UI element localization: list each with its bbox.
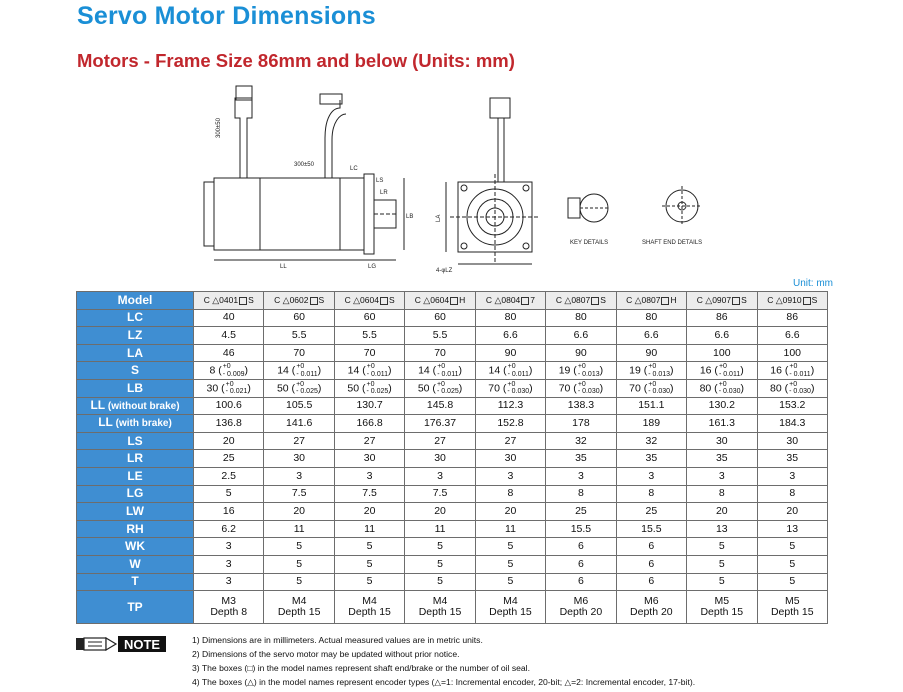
table-cell: 30 — [264, 450, 334, 468]
box-icon — [239, 297, 247, 305]
table-cell: 130.7 — [334, 397, 404, 415]
table-cell: 15.5 — [616, 520, 686, 538]
table-cell: 80 — [546, 309, 616, 327]
table-cell: 6 — [616, 538, 686, 556]
table-cell: 60 — [405, 309, 475, 327]
row-label: TP — [77, 591, 194, 624]
table-cell: M5 Depth 15 — [687, 591, 757, 624]
table-cell: 3 — [757, 467, 828, 485]
table-cell: 3 — [687, 467, 757, 485]
table-cell: 40 — [194, 309, 264, 327]
table-cell: 90 — [475, 344, 545, 362]
table-header-row — [77, 292, 828, 310]
table-cell: 5 — [475, 538, 545, 556]
table-row-wk — [77, 538, 828, 556]
table-cell: 16 (+0 - 0.011) — [687, 362, 757, 380]
table-cell: 30 (+0 - 0.021) — [194, 379, 264, 397]
table-cell: M4 Depth 15 — [264, 591, 334, 624]
table-cell: 27 — [405, 432, 475, 450]
table-cell: 8 — [616, 485, 686, 503]
model-col: C △0401 S — [194, 292, 264, 310]
table-cell: 70 — [264, 344, 334, 362]
motor-body — [214, 178, 364, 250]
table-cell: 50 (+0 - 0.025) — [264, 379, 334, 397]
dim-lz-label: 4-φLZ — [436, 268, 453, 274]
table-cell: M4 Depth 15 — [475, 591, 545, 624]
table-cell: 145.8 — [405, 397, 475, 415]
table-cell: 11 — [334, 520, 404, 538]
table-cell: 6.6 — [475, 327, 545, 345]
table-cell: 50 (+0 - 0.025) — [405, 379, 475, 397]
table-cell: 6.2 — [194, 520, 264, 538]
table-cell: M6 Depth 20 — [616, 591, 686, 624]
table-cell: M6 Depth 20 — [546, 591, 616, 624]
box-icon — [310, 297, 318, 305]
table-cell: 6 — [546, 573, 616, 591]
table-cell: 50 (+0 - 0.025) — [334, 379, 404, 397]
table-row-rh — [77, 520, 828, 538]
table-cell: 138.3 — [546, 397, 616, 415]
row-label: LL (without brake) — [77, 397, 194, 415]
table-cell: 70 (+0 - 0.030) — [616, 379, 686, 397]
table-cell: M5 Depth 15 — [757, 591, 828, 624]
table-cell: 5.5 — [264, 327, 334, 345]
cable-length-label-1: 300±50 — [216, 118, 222, 138]
table-cell: 6 — [616, 573, 686, 591]
table-cell: 30 — [687, 432, 757, 450]
table-cell: 5 — [757, 573, 828, 591]
triangle-icon: △ — [282, 294, 290, 305]
table-cell: 105.5 — [264, 397, 334, 415]
table-cell: 14 (+0 - 0.011) — [405, 362, 475, 380]
model-col: C △0804 7 — [475, 292, 545, 310]
row-label: WK — [77, 538, 194, 556]
table-cell: 3 — [546, 467, 616, 485]
table-cell: 6 — [546, 538, 616, 556]
table-cell: 27 — [264, 432, 334, 450]
table-cell: 100 — [757, 344, 828, 362]
table-cell: 80 (+0 - 0.030) — [687, 379, 757, 397]
table-cell: 30 — [405, 450, 475, 468]
table-cell: 3 — [264, 467, 334, 485]
table-cell: 7.5 — [334, 485, 404, 503]
table-row-w — [77, 555, 828, 573]
table-cell: 184.3 — [757, 415, 828, 433]
table-cell: 6.6 — [757, 327, 828, 345]
table-cell: 6.6 — [546, 327, 616, 345]
dim-lg-label: LG — [368, 264, 377, 270]
box-icon — [450, 297, 458, 305]
triangle-icon: △ — [212, 294, 220, 305]
table-cell: 6 — [546, 555, 616, 573]
row-label: T — [77, 573, 194, 591]
triangle-icon: △ — [564, 294, 572, 305]
table-cell: 3 — [334, 467, 404, 485]
table-row-la — [77, 344, 828, 362]
triangle-icon: △ — [494, 294, 502, 305]
note-line: 4) The boxes (△) in the model names represent encoder types (△=1: Incremental encoder, 20-bit; △=2: Incremental encoder, 17-bit). — [192, 677, 696, 687]
table-cell: 20 — [194, 432, 264, 450]
table-row-ll-b — [77, 415, 828, 433]
table-cell: 32 — [546, 432, 616, 450]
triangle-icon: △ — [353, 294, 361, 305]
table-cell: M3 Depth 8 — [194, 591, 264, 624]
box-icon — [521, 297, 529, 305]
table-cell: 14 (+0 - 0.011) — [334, 362, 404, 380]
table-cell: 5 — [475, 573, 545, 591]
table-cell: 35 — [616, 450, 686, 468]
table-cell: 86 — [687, 309, 757, 327]
table-row-lc — [77, 309, 828, 327]
table-cell: 16 (+0 - 0.011) — [757, 362, 828, 380]
table-cell: 5 — [405, 538, 475, 556]
table-cell: 25 — [546, 503, 616, 521]
row-label: W — [77, 555, 194, 573]
table-cell: 20 — [334, 503, 404, 521]
table-cell: 3 — [194, 555, 264, 573]
dim-lr-label: LR — [380, 190, 388, 196]
table-cell: 5 — [757, 538, 828, 556]
table-cell: 86 — [757, 309, 828, 327]
page-subtitle: Motors - Frame Size 86mm and below (Units: mm) — [77, 50, 515, 71]
table-cell: 25 — [194, 450, 264, 468]
table-cell: 20 — [687, 503, 757, 521]
table-row-ll-nb — [77, 397, 828, 415]
table-row-s — [77, 362, 828, 380]
table-cell: 5 — [475, 555, 545, 573]
table-cell: 7.5 — [405, 485, 475, 503]
table-cell: 80 — [616, 309, 686, 327]
table-cell: 90 — [546, 344, 616, 362]
model-col: C △0807 H — [616, 292, 686, 310]
table-cell: 11 — [264, 520, 334, 538]
table-row-lw — [77, 503, 828, 521]
table-cell: 5 — [687, 573, 757, 591]
table-cell: 35 — [687, 450, 757, 468]
dim-ls-label: LS — [376, 178, 384, 184]
dim-la-label: LA — [436, 214, 442, 222]
row-label: S — [77, 362, 194, 380]
triangle-icon: △ — [634, 294, 642, 305]
table-cell: 70 — [405, 344, 475, 362]
row-label: RH — [77, 520, 194, 538]
row-label: LR — [77, 450, 194, 468]
table-cell: 189 — [616, 415, 686, 433]
model-col: C △0602 S — [264, 292, 334, 310]
table-cell: 27 — [334, 432, 404, 450]
table-cell: 7.5 — [264, 485, 334, 503]
table-cell: 60 — [264, 309, 334, 327]
table-cell: 3 — [616, 467, 686, 485]
table-cell: 32 — [616, 432, 686, 450]
triangle-icon: △ — [705, 294, 713, 305]
note-line: 1) Dimensions are in millimeters. Actual measured values are in metric units. — [192, 635, 483, 645]
table-cell: 5 — [264, 573, 334, 591]
table-cell: 5.5 — [334, 327, 404, 345]
table-cell: 5 — [194, 485, 264, 503]
table-cell: 30 — [334, 450, 404, 468]
table-cell: 70 — [334, 344, 404, 362]
notes-list — [192, 633, 695, 689]
table-cell: 20 — [264, 503, 334, 521]
box-icon — [803, 297, 811, 305]
table-cell: 14 (+0 - 0.011) — [475, 362, 545, 380]
table-cell: 5 — [757, 555, 828, 573]
table-cell: 15.5 — [546, 520, 616, 538]
model-col: C △0604 H — [405, 292, 475, 310]
table-body — [77, 309, 828, 624]
table-cell: 100.6 — [194, 397, 264, 415]
table-cell: 152.8 — [475, 415, 545, 433]
table-cell: 6 — [616, 555, 686, 573]
table-cell: 5.5 — [405, 327, 475, 345]
dimension-table — [76, 291, 828, 624]
note-badge — [76, 634, 166, 654]
table-cell: 6.6 — [616, 327, 686, 345]
box-icon — [732, 297, 740, 305]
table-cell: 14 (+0 - 0.011) — [264, 362, 334, 380]
table-cell: 80 (+0 - 0.030) — [757, 379, 828, 397]
note-label: NOTE — [123, 637, 161, 652]
model-header: Model — [77, 292, 194, 310]
row-label: LW — [77, 503, 194, 521]
table-cell: 3 — [194, 538, 264, 556]
table-cell: 70 (+0 - 0.030) — [546, 379, 616, 397]
table-cell: 100 — [687, 344, 757, 362]
table-cell: 13 — [757, 520, 828, 538]
table-cell: 11 — [475, 520, 545, 538]
table-cell: 5 — [334, 573, 404, 591]
table-cell: 166.8 — [334, 415, 404, 433]
table-cell: 136.8 — [194, 415, 264, 433]
model-col: C △0907 S — [687, 292, 757, 310]
table-cell: 5 — [334, 555, 404, 573]
table-cell: 3 — [194, 573, 264, 591]
table-row-lb — [77, 379, 828, 397]
table-cell: 20 — [757, 503, 828, 521]
box-icon — [380, 297, 388, 305]
model-col: C △0910 S — [757, 292, 828, 310]
table-cell: 60 — [334, 309, 404, 327]
table-cell: 90 — [616, 344, 686, 362]
pencil-icon — [76, 638, 116, 650]
table-cell: M4 Depth 15 — [405, 591, 475, 624]
table-cell: 8 — [757, 485, 828, 503]
table-cell: 3 — [475, 467, 545, 485]
shaft-end-details-label: SHAFT END DETAILS — [642, 240, 703, 246]
box-icon — [661, 297, 669, 305]
row-label: LS — [77, 432, 194, 450]
table-cell: 5 — [405, 555, 475, 573]
table-cell: 27 — [475, 432, 545, 450]
table-row-lz — [77, 327, 828, 345]
table-cell: 20 — [405, 503, 475, 521]
table-cell: 5 — [264, 555, 334, 573]
table-cell: 6.6 — [687, 327, 757, 345]
table-cell: 19 (+0 - 0.013) — [616, 362, 686, 380]
note-line: 2) Dimensions of the servo motor may be updated without prior notice. — [192, 649, 460, 659]
dim-lb-label: LB — [406, 214, 414, 220]
table-cell: 8 — [475, 485, 545, 503]
table-row-ls — [77, 432, 828, 450]
motor-drawing — [200, 78, 760, 278]
row-label: LE — [77, 467, 194, 485]
triangle-icon: △ — [775, 294, 783, 305]
table-cell: 35 — [546, 450, 616, 468]
dim-lc-label: LC — [350, 166, 358, 172]
page-title: Servo Motor Dimensions — [77, 2, 376, 30]
table-row-lg — [77, 485, 828, 503]
row-label: LB — [77, 379, 194, 397]
table-cell: 16 — [194, 503, 264, 521]
table-row-lr — [77, 450, 828, 468]
triangle-icon: △ — [423, 294, 431, 305]
key-details-label: KEY DETAILS — [570, 240, 609, 246]
table-cell: 5 — [334, 538, 404, 556]
table-cell: 46 — [194, 344, 264, 362]
table-cell: M4 Depth 15 — [334, 591, 404, 624]
table-cell: 30 — [475, 450, 545, 468]
table-cell: 80 — [475, 309, 545, 327]
table-cell: 176.37 — [405, 415, 475, 433]
row-label: LC — [77, 309, 194, 327]
table-cell: 112.3 — [475, 397, 545, 415]
table-cell: 35 — [757, 450, 828, 468]
table-cell: 70 (+0 - 0.030) — [475, 379, 545, 397]
table-cell: 5 — [687, 538, 757, 556]
table-cell: 20 — [475, 503, 545, 521]
note-line: 3) The boxes (□) in the model names represent shaft end/brake or the number of oil seal. — [192, 663, 530, 673]
table-row-t — [77, 573, 828, 591]
table-cell: 8 — [546, 485, 616, 503]
table-cell: 3 — [405, 467, 475, 485]
table-row-le — [77, 467, 828, 485]
table-cell: 8 (+0 - 0.009) — [194, 362, 264, 380]
table-cell: 5 — [264, 538, 334, 556]
table-cell: 161.3 — [687, 415, 757, 433]
table-cell: 30 — [757, 432, 828, 450]
model-col: C △0604 S — [334, 292, 404, 310]
table-cell: 25 — [616, 503, 686, 521]
dim-ll-label: LL — [280, 264, 287, 270]
row-label: LL (with brake) — [77, 415, 194, 433]
table-cell: 2.5 — [194, 467, 264, 485]
table-cell: 19 (+0 - 0.013) — [546, 362, 616, 380]
table-cell: 151.1 — [616, 397, 686, 415]
table-cell: 11 — [405, 520, 475, 538]
table-cell: 153.2 — [757, 397, 828, 415]
table-cell: 5 — [687, 555, 757, 573]
box-icon — [591, 297, 599, 305]
units-label: Unit: mm — [793, 278, 833, 289]
row-label: LG — [77, 485, 194, 503]
table-cell: 5 — [405, 573, 475, 591]
table-cell: 13 — [687, 520, 757, 538]
table-cell: 4.5 — [194, 327, 264, 345]
table-cell: 8 — [687, 485, 757, 503]
table-cell: 141.6 — [264, 415, 334, 433]
table-row-tp — [77, 591, 828, 624]
row-label: LA — [77, 344, 194, 362]
row-label: LZ — [77, 327, 194, 345]
table-cell: 178 — [546, 415, 616, 433]
cable-length-label-2: 300±50 — [294, 162, 314, 168]
model-col: C △0807 S — [546, 292, 616, 310]
table-cell: 130.2 — [687, 397, 757, 415]
